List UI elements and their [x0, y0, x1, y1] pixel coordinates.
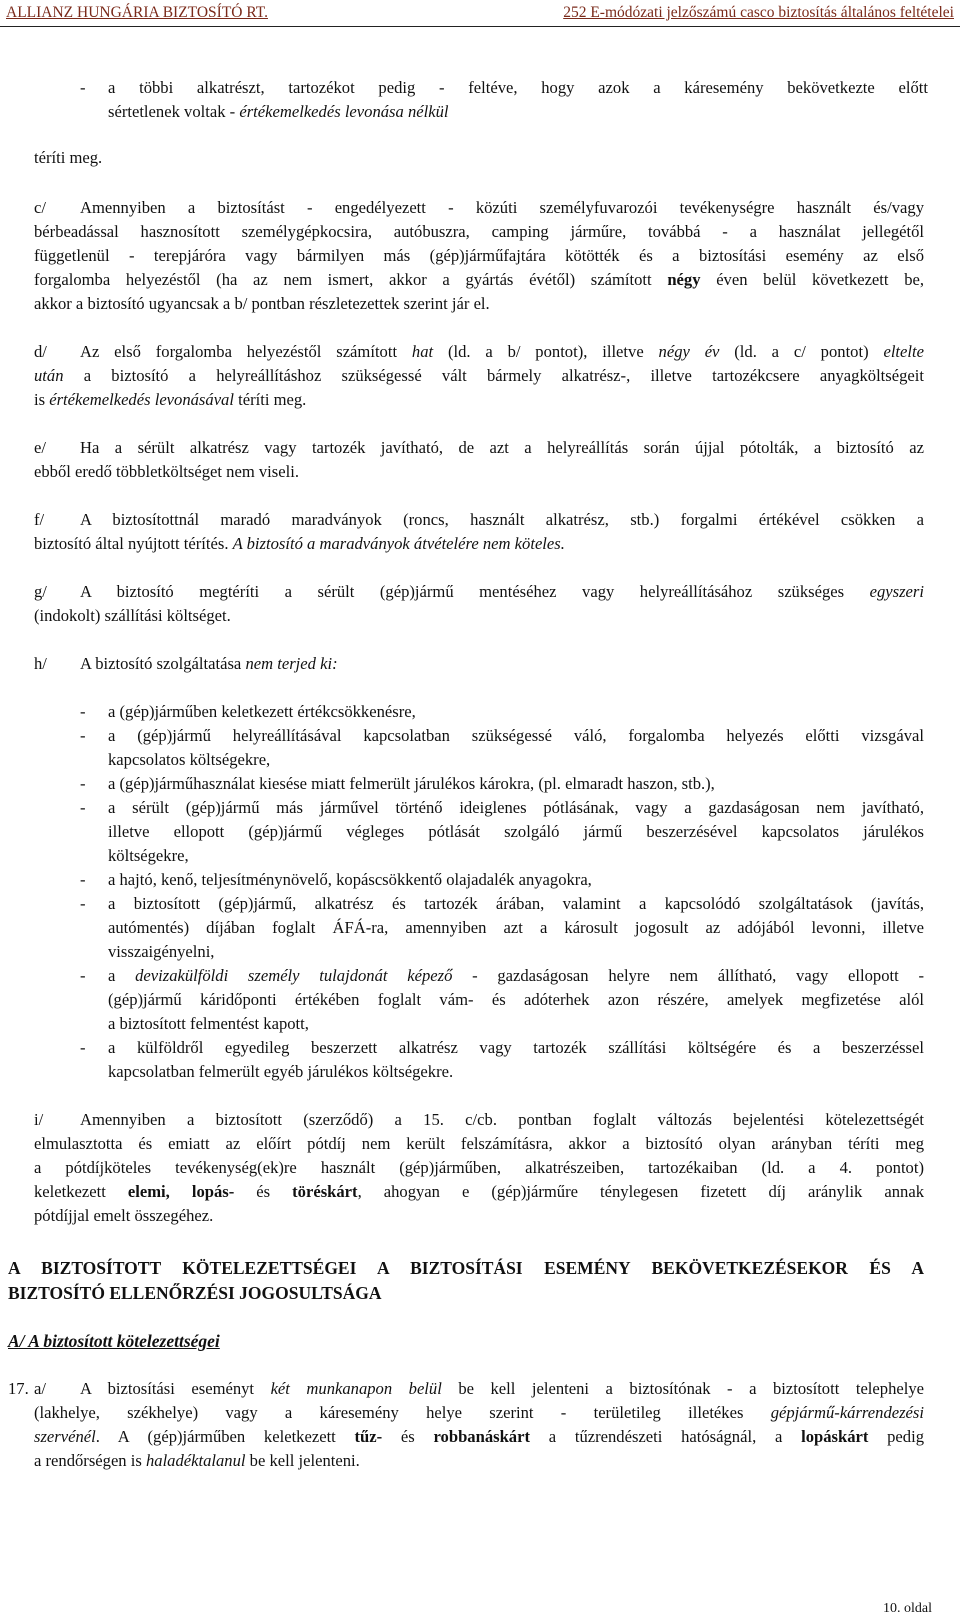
- paragraph-g-line: A biztosító megtéríti a sérült (gép)jármű mentéséhez vagy helyreállításához szükséges egyszeri: [80, 582, 924, 601]
- top-item-line: a többi alkatrészt, tartozékot pedig - feltéve, hogy azok a káresemény bekövetkezte előtt: [108, 78, 928, 97]
- header-company: ALLIANZ HUNGÁRIA BIZTOSÍTÓ RT.: [6, 4, 268, 21]
- list-dash: -: [80, 894, 86, 913]
- paragraph-f-line: biztosító által nyújtott térítés. A biztosító a maradványok átvételére nem köteles.: [34, 534, 565, 553]
- paragraph-17-line: (lakhelye, székhelye) vagy a káresemény helye szerint - területileg illetékes gépjármű-kárrendezési: [34, 1403, 924, 1422]
- list-item: a külföldről egyedileg beszerzett alkatrész vagy tartozék szállítási költségére és a beszerzéssel: [108, 1038, 924, 1057]
- paragraph-number: 17.: [8, 1379, 29, 1398]
- paragraph-d-line: is értékemelkedés levonásával téríti meg.: [34, 390, 307, 409]
- list-item: kapcsolatos költségekre,: [108, 750, 271, 769]
- paragraph-17-line: szervénél. A (gép)járműben keletkezett tűz- és robbanáskárt a tűzrendészeti hatóságnál, a lopáskárt pedig: [34, 1427, 924, 1446]
- list-dash: -: [80, 870, 86, 889]
- top-item-line: sértetlenek voltak - értékemelkedés levonása nélkül: [108, 102, 449, 121]
- list-item: visszaigényelni,: [108, 942, 215, 961]
- paragraph-label: h/: [34, 654, 47, 673]
- paragraph-d-line: után a biztosító a helyreállításhoz szükségessé vált bármely alkatrész-, illetve tartozékcsere anyagköltségeit: [34, 366, 924, 385]
- paragraph-c-line: akkor a biztosító ugyancsak a b/ pontban részletezettek szerint jár el.: [34, 294, 490, 313]
- list-item: a sérült (gép)jármű más járművel történő ideiglenes pótlásának, vagy a gazdaságosan nem javítható,: [108, 798, 924, 817]
- paragraph-label: g/: [34, 582, 47, 601]
- paragraph-i-line: keletkezett elemi, lopás- és töréskárt, ahogyan e (gép)járműre ténylegesen fizetett díj aránylik annak: [34, 1182, 924, 1201]
- paragraph-label: c/: [34, 198, 46, 217]
- paragraph-label: e/: [34, 438, 46, 457]
- page-header: [0, 0, 960, 27]
- list-item: kapcsolatban felmerült egyéb járulékos költségekre.: [108, 1062, 454, 1081]
- section-title: A BIZTOSÍTOTT KÖTELEZETTSÉGEI A BIZTOSÍTÁSI ESEMÉNY BEKÖVETKEZÉSEKOR ÉS A: [8, 1258, 924, 1278]
- section-subtitle: A/ A biztosított kötelezettségei: [8, 1331, 220, 1351]
- list-item: a (gép)jármű helyreállításával kapcsolatban szükségessé váló, forgalomba helyezés előtti vizsgával: [108, 726, 924, 745]
- list-item: (gép)jármű káridőponti értékében foglalt vám- és adóterhek azon részére, amelyek megfizetése alól: [108, 990, 924, 1009]
- list-item: a hajtó, kenő, teljesítménynövelő, kopáscsökkentő olajadalék anyagokra,: [108, 870, 592, 889]
- paragraph-label: a/: [34, 1379, 46, 1398]
- list-dash: -: [80, 774, 86, 793]
- list-dash: -: [80, 702, 86, 721]
- paragraph-d-line: Az első forgalomba helyezéstől számított hat (ld. a b/ pontot), illetve négy év (ld. a c/ pontot) eltelte: [80, 342, 924, 361]
- paragraph-c-line: Amennyiben a biztosítást - engedélyezett - közúti személyfuvarozói tevékenységre használt és/vagy: [80, 198, 924, 217]
- paragraph-e-line: Ha a sérült alkatrész vagy tartozék javítható, de azt a helyreállítás során újjal pótolták, a biztosító az: [80, 438, 924, 457]
- list-item: a (gép)járműhasználat kiesése miatt felmerült járulékos károkra, (pl. elmaradt haszon, stb.),: [108, 774, 715, 793]
- paragraph-label: i/: [34, 1110, 44, 1129]
- paragraph-e-line: ebből eredő többletköltséget nem viseli.: [34, 462, 299, 481]
- paragraph-17-line: A biztosítási eseményt két munkanapon belül be kell jelenteni a biztosítónak - a biztosított telephelye: [80, 1379, 925, 1398]
- paragraph-c-line: bérbeadással hasznosított személygépkocsira, autóbuszra, camping járműre, továbbá - a használat jellegétől: [34, 222, 924, 241]
- paragraph-label: d/: [34, 342, 47, 361]
- list-dash: -: [80, 726, 86, 745]
- page-number: 10. oldal: [883, 1601, 932, 1616]
- list-item: a (gép)járműben keletkezett értékcsökkenésre,: [108, 702, 416, 721]
- paragraph-c-line: forgalomba helyezéstől (ha az nem ismert, akkor a gyártás évétől) számított négy éven belül következett be,: [34, 270, 925, 289]
- header-document-title: 252 E-módózati jelzőszámú casco biztosítás általános feltételei: [563, 4, 954, 21]
- paragraph-i-line: pótdíjjal emelt összegéhez.: [34, 1206, 214, 1225]
- list-item: a biztosított felmentést kapott,: [108, 1014, 309, 1033]
- list-item: költségekre,: [108, 846, 189, 865]
- list-dash: -: [80, 78, 86, 97]
- list-dash: -: [80, 798, 86, 817]
- list-item: illetve ellopott (gép)jármű végleges pótlását szolgáló jármű beszerzésével kapcsolatos járulékos: [108, 822, 924, 841]
- list-item: a devizakülföldi személy tulajdonát képező - gazdaságosan helyre nem állítható, vagy ellopott -: [108, 966, 925, 985]
- list-item: a biztosított (gép)jármű, alkatrész és tartozék árában, valamint a kapcsolódó szolgáltatások (javítás,: [108, 894, 924, 913]
- list-dash: -: [80, 1038, 86, 1057]
- section-title: BIZTOSÍTÓ ELLENŐRZÉSI JOGOSULTSÁGA: [8, 1283, 382, 1303]
- list-dash: -: [80, 966, 86, 985]
- paragraph-i-line: elmulasztotta és emiatt az előírt pótdíj nem került felszámításra, akkor a biztosító olyan arányban téríti meg: [34, 1134, 924, 1153]
- paragraph-f-line: A biztosítottnál maradó maradványok (roncs, használt alkatrész, stb.) forgalmi értékével csökken a: [80, 510, 924, 529]
- paragraph-g-line: (indokolt) szállítási költséget.: [34, 606, 231, 625]
- paragraph-h-intro: A biztosító szolgáltatása nem terjed ki:: [80, 654, 338, 673]
- paragraph-17-line: a rendőrségen is haladéktalanul be kell jelenteni.: [34, 1451, 360, 1470]
- paragraph-label: f/: [34, 510, 45, 529]
- paragraph-i-line: Amennyiben a biztosított (szerződő) a 15. c/cb. pontban foglalt változás bejelentési kötelezettségét: [80, 1110, 924, 1129]
- list-item: autómentés) díjában foglalt ÁFÁ-ra, amennyiben azt a károsult jogosult az adójából levonni, illetve: [108, 918, 924, 937]
- paragraph-c-line: függetlenül - terepjáróra vagy bármilyen más (gép)járműfajtára kötötték és a biztosítási esemény az első: [34, 246, 924, 265]
- paragraph-i-line: a pótdíjköteles tevékenység(ek)re használt (gép)járműben, alkatrészeiben, tartozékaiban (ld. a 4. pontot): [34, 1158, 924, 1177]
- top-item-tail: téríti meg.: [34, 148, 103, 167]
